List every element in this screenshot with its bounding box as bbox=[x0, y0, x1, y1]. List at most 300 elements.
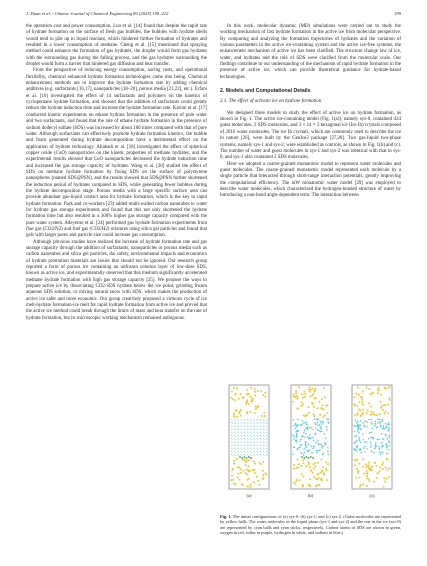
water-molecule bbox=[355, 450, 357, 452]
guest-molecule bbox=[265, 472, 267, 474]
water-molecule bbox=[366, 448, 368, 450]
guest-molecule bbox=[245, 464, 247, 466]
water-molecule bbox=[386, 425, 388, 427]
guest-molecule bbox=[382, 462, 384, 464]
guest-molecule bbox=[237, 476, 239, 478]
guest-molecule bbox=[236, 416, 238, 418]
guest-molecule bbox=[384, 413, 386, 415]
water-molecule bbox=[380, 453, 382, 455]
water-molecule bbox=[306, 447, 308, 449]
water-molecule bbox=[357, 429, 359, 431]
water-molecule bbox=[353, 443, 355, 445]
water-molecule bbox=[316, 422, 318, 424]
water-molecule bbox=[324, 444, 326, 446]
guest-molecule bbox=[324, 461, 326, 463]
water-molecule bbox=[382, 428, 384, 430]
water-molecule bbox=[316, 418, 318, 420]
guest-molecule bbox=[298, 479, 300, 481]
water-molecule bbox=[295, 441, 297, 443]
water-molecule bbox=[389, 442, 391, 444]
sds-molecule bbox=[301, 456, 314, 459]
water-molecule bbox=[305, 427, 307, 429]
water-molecule bbox=[388, 427, 390, 429]
guest-molecule bbox=[316, 478, 318, 480]
water-molecule bbox=[380, 426, 382, 428]
guest-molecule bbox=[262, 470, 264, 472]
water-molecule bbox=[364, 441, 366, 443]
guest-molecule bbox=[368, 478, 370, 480]
guest-molecule bbox=[381, 405, 383, 407]
guest-molecule bbox=[385, 467, 387, 469]
guest-molecule bbox=[388, 476, 390, 478]
guest-molecule bbox=[230, 397, 232, 399]
guest-molecule bbox=[232, 479, 234, 481]
guest-molecule bbox=[313, 390, 315, 392]
water-molecule bbox=[385, 433, 387, 435]
guest-molecule bbox=[314, 465, 316, 467]
guest-molecule bbox=[387, 458, 389, 460]
guest-molecule bbox=[362, 390, 364, 392]
water-molecule bbox=[389, 445, 391, 447]
guest-molecule bbox=[300, 473, 302, 475]
guest-molecule bbox=[252, 469, 254, 471]
water-molecule bbox=[388, 424, 390, 426]
guest-molecule bbox=[362, 409, 364, 411]
left-column bbox=[26, 24, 207, 322]
guest-molecule bbox=[374, 462, 376, 464]
simulation-box-sys-2 bbox=[349, 383, 395, 491]
guest-molecule bbox=[264, 415, 266, 417]
water-molecule bbox=[360, 420, 362, 422]
guest-molecule bbox=[356, 393, 358, 395]
guest-molecule bbox=[292, 401, 294, 403]
water-molecule bbox=[307, 451, 309, 453]
water-molecule bbox=[323, 433, 325, 435]
journal-citation: J. Duan et al. / Chinese Journal of Chemical Engineering 80 (2025) 199–212 bbox=[26, 10, 169, 16]
guest-molecule bbox=[326, 479, 328, 481]
guest-molecule bbox=[356, 405, 358, 407]
guest-molecule bbox=[370, 414, 372, 416]
guest-molecule bbox=[369, 480, 371, 482]
water-molecule bbox=[359, 449, 361, 451]
guest-molecule bbox=[248, 478, 250, 480]
water-molecule bbox=[313, 418, 315, 420]
guest-molecule bbox=[260, 463, 262, 465]
guest-molecule bbox=[313, 406, 315, 408]
water-molecule bbox=[378, 438, 380, 440]
guest-molecule bbox=[302, 475, 304, 477]
guest-molecule bbox=[257, 480, 259, 482]
guest-molecule bbox=[304, 396, 306, 398]
water-molecule bbox=[375, 442, 377, 444]
water-molecule bbox=[359, 440, 361, 442]
guest-molecule bbox=[248, 470, 250, 472]
guest-molecule bbox=[236, 458, 238, 460]
water-molecule bbox=[300, 452, 302, 454]
guest-molecule bbox=[377, 392, 379, 394]
guest-molecule bbox=[362, 459, 364, 461]
water-molecule bbox=[300, 423, 302, 425]
water-molecule bbox=[354, 436, 356, 438]
guest-molecule bbox=[362, 404, 364, 406]
guest-molecule bbox=[231, 475, 233, 477]
guest-molecule bbox=[360, 396, 362, 398]
water-molecule bbox=[357, 420, 359, 422]
guest-molecule bbox=[255, 407, 257, 409]
water-molecule bbox=[301, 436, 303, 438]
guest-molecule bbox=[314, 397, 316, 399]
paragraph: Here we adopted a coarse-grained monatomic model to represent water molecules and guest molecules. The coarse-grained monatomic model represented each molecule by a single particle that interacted through short-range interaction potentials, greatly improving the computational efficiency. The mW monatomic water model [29] was employed to describe water molecules, which characterized the hydrogen-bonded structure of water by introducing a non-bond angle dependent term. The interaction between bbox=[220, 161, 401, 199]
guest-molecule bbox=[314, 388, 316, 390]
water-molecule bbox=[371, 450, 373, 452]
guest-molecule bbox=[388, 467, 390, 469]
guest-molecule bbox=[254, 412, 256, 414]
guest-molecule bbox=[301, 397, 303, 399]
water-molecule bbox=[303, 451, 305, 453]
guest-molecule bbox=[296, 398, 298, 400]
water-molecule bbox=[381, 451, 383, 453]
guest-molecule bbox=[300, 393, 302, 395]
water-molecule bbox=[307, 443, 309, 445]
water-molecule bbox=[316, 440, 318, 442]
water-molecule bbox=[302, 423, 304, 425]
water-molecule bbox=[357, 431, 359, 433]
water-molecule bbox=[384, 428, 386, 430]
guest-molecule bbox=[292, 393, 294, 395]
guest-molecule bbox=[368, 461, 370, 463]
guest-molecule bbox=[366, 412, 368, 414]
guest-molecule bbox=[301, 486, 303, 488]
guest-molecule bbox=[361, 399, 363, 401]
guest-molecule bbox=[302, 462, 304, 464]
guest-molecule bbox=[323, 396, 325, 398]
guest-molecule bbox=[354, 464, 356, 466]
guest-molecule bbox=[310, 402, 312, 404]
guest-molecule bbox=[387, 403, 389, 405]
water-molecule bbox=[301, 420, 303, 422]
water-molecule bbox=[294, 423, 296, 425]
guest-molecule bbox=[326, 412, 328, 414]
water-molecule bbox=[374, 421, 376, 423]
guest-molecule bbox=[321, 470, 323, 472]
water-molecule bbox=[364, 420, 366, 422]
simulation-box-sys-1 bbox=[288, 383, 334, 491]
guest-molecule bbox=[319, 479, 321, 481]
water-molecule bbox=[319, 426, 321, 428]
water-molecule bbox=[358, 437, 360, 439]
section-title: 2. Models and Computational Details bbox=[220, 88, 311, 95]
water-molecule bbox=[312, 448, 314, 450]
guest-molecule bbox=[363, 473, 365, 475]
guest-molecule bbox=[311, 388, 313, 390]
water-molecule bbox=[304, 422, 306, 424]
ice-lattice bbox=[231, 419, 268, 456]
guest-molecule bbox=[322, 409, 324, 411]
water-molecule bbox=[357, 426, 359, 428]
guest-molecule bbox=[366, 387, 368, 389]
guest-molecule bbox=[372, 392, 374, 394]
water-molecule bbox=[370, 444, 372, 446]
page-number: 199 bbox=[394, 10, 401, 16]
water-molecule bbox=[293, 436, 295, 438]
water-molecule bbox=[310, 446, 312, 448]
guest-molecule bbox=[371, 413, 373, 415]
water-molecule bbox=[294, 427, 296, 429]
water-molecule bbox=[363, 439, 365, 441]
guest-molecule bbox=[264, 392, 266, 394]
water-molecule bbox=[321, 447, 323, 449]
water-molecule bbox=[300, 439, 302, 441]
water-molecule bbox=[320, 443, 322, 445]
guest-molecule bbox=[312, 463, 314, 465]
water-molecule bbox=[380, 424, 382, 426]
paragraph: We designed three models to study the effect of active ice on hydrate formation, as shown in Fig. 1. The active ice-containing model (Fig. 1(a)), namely sys-0, contained 424 guest molecules, 2 SDS molecules, and 3 × 14 × 3 hexagonal ice (Ice Ih) crystals composed of 2016 water molecules. The ice Ih crystals, which are commonly used to describe the ice in nature [26], were built by the GenIce2 package [27,28]. Two gas-liquid two-phase systems, namely sys-1 and sys-2, were established as controls, as shown in Fig. 1(b) and (c). The number of water and guest molecules in sys-1 and sys-2 was identical with that in sys-0, and sys-1 also contained 2 SDS molecules. bbox=[220, 110, 401, 161]
guest-molecule bbox=[262, 394, 264, 396]
guest-molecule bbox=[371, 466, 373, 468]
guest-molecule bbox=[262, 474, 264, 476]
guest-molecule bbox=[308, 466, 310, 468]
guest-molecule bbox=[319, 414, 321, 416]
guest-molecule bbox=[373, 481, 375, 483]
guest-molecule bbox=[383, 404, 385, 406]
guest-molecule bbox=[309, 478, 311, 480]
water-molecule bbox=[363, 425, 365, 427]
guest-molecule bbox=[375, 465, 377, 467]
guest-molecule bbox=[380, 407, 382, 409]
guest-molecule bbox=[231, 391, 233, 393]
guest-molecule bbox=[258, 484, 260, 486]
running-header bbox=[26, 9, 401, 17]
guest-molecule bbox=[240, 468, 242, 470]
guest-molecule bbox=[385, 404, 387, 406]
water-molecule bbox=[373, 452, 375, 454]
guest-molecule bbox=[246, 412, 248, 414]
guest-molecule bbox=[264, 396, 266, 398]
guest-molecule bbox=[367, 410, 369, 412]
guest-molecule bbox=[319, 472, 321, 474]
water-molecule bbox=[355, 425, 357, 427]
panel-label: (c) bbox=[369, 493, 375, 498]
guest-molecule bbox=[361, 401, 363, 403]
guest-molecule bbox=[312, 476, 314, 478]
guest-molecule bbox=[322, 472, 324, 474]
guest-molecule bbox=[322, 416, 324, 418]
guest-molecule bbox=[236, 387, 238, 389]
guest-molecule bbox=[354, 414, 356, 416]
water-molecule bbox=[303, 432, 305, 434]
guest-molecule bbox=[242, 397, 244, 399]
water-molecule bbox=[292, 453, 294, 455]
water-molecule bbox=[385, 435, 387, 437]
water-molecule bbox=[382, 419, 384, 421]
guest-molecule bbox=[366, 473, 368, 475]
water-molecule bbox=[300, 444, 302, 446]
water-molecule bbox=[315, 432, 317, 434]
paragraph: the operation cost and power consumption. Luo et al. [14] found that despite the rapid rate of hydrate formation on the surface of fresh gas bubbles, the bubbles with hydrate shells would tend to pile up in liquid reactant, which hindered further formation of hydrates and resulted in a lower consumption of methane. Cheng et al. [15] mentioned that spraying method could enhance the formation of gas hydrates, the droplet would form gas hydrates with the surrounding gas during the falling process, and the gas hydrates surrounding the droplet would form a barrier that hindered gas diffusion and heat transfer. bbox=[26, 24, 207, 68]
guest-molecule bbox=[372, 411, 374, 413]
water-molecule bbox=[322, 445, 324, 447]
guest-molecule bbox=[254, 394, 256, 396]
guest-molecule bbox=[307, 389, 309, 391]
water-molecule bbox=[362, 433, 364, 435]
water-molecule bbox=[356, 446, 358, 448]
guest-molecule bbox=[370, 411, 372, 413]
water-molecule bbox=[316, 425, 318, 427]
guest-molecule bbox=[383, 477, 385, 479]
water-molecule bbox=[304, 444, 306, 446]
guest-molecule bbox=[353, 403, 355, 405]
guest-molecule bbox=[307, 463, 309, 465]
guest-molecule bbox=[257, 390, 259, 392]
water-molecule bbox=[366, 426, 368, 428]
water-molecule bbox=[312, 429, 314, 431]
water-molecule bbox=[366, 421, 368, 423]
guest-molecule bbox=[248, 459, 250, 461]
water-molecule bbox=[353, 425, 355, 427]
guest-molecule bbox=[254, 391, 256, 393]
water-molecule bbox=[326, 447, 328, 449]
guest-molecule bbox=[354, 459, 356, 461]
figure-panel-c bbox=[349, 383, 395, 498]
guest-molecule bbox=[366, 485, 368, 487]
guest-molecule bbox=[256, 476, 258, 478]
guest-molecule bbox=[302, 459, 304, 461]
water-molecule bbox=[306, 436, 308, 438]
guest-molecule bbox=[366, 470, 368, 472]
guest-molecule bbox=[238, 411, 240, 413]
water-molecule bbox=[326, 429, 328, 431]
guest-molecule bbox=[296, 458, 298, 460]
guest-molecule bbox=[233, 387, 235, 389]
guest-molecule bbox=[388, 397, 390, 399]
guest-molecule bbox=[357, 470, 359, 472]
water-molecule bbox=[327, 421, 329, 423]
water-molecule bbox=[292, 425, 294, 427]
water-molecule bbox=[369, 432, 371, 434]
guest-molecule bbox=[233, 416, 235, 418]
water-molecule bbox=[360, 428, 362, 430]
guest-molecule bbox=[292, 468, 294, 470]
guest-molecule bbox=[233, 460, 235, 462]
guest-molecule bbox=[300, 465, 302, 467]
guest-molecule bbox=[320, 398, 322, 400]
guest-molecule bbox=[292, 464, 294, 466]
water-molecule bbox=[319, 431, 321, 433]
guest-molecule bbox=[389, 399, 391, 401]
water-molecule bbox=[304, 437, 306, 439]
guest-molecule bbox=[305, 414, 307, 416]
guest-molecule bbox=[370, 393, 372, 395]
guest-molecule bbox=[322, 387, 324, 389]
guest-molecule bbox=[262, 478, 264, 480]
guest-molecule bbox=[323, 414, 325, 416]
guest-molecule bbox=[237, 467, 239, 469]
guest-molecule bbox=[379, 413, 381, 415]
caption-text: The initial configurations of (a) sys-0; (b) sys-1; and (c) sys-2. (Guest molecules are represented by yellow balls. The water molecules in the liquid phase (sys-1 and sys-2) and the one in the ice (sys-0) are represented by cyan balls and cyan sticks, respectively. Carbon atoms of SDS are shown in green, oxygen in red, sulfur in purple, hydrogen in white, and sodium in blue.) bbox=[220, 514, 402, 536]
water-molecule bbox=[375, 423, 377, 425]
guest-molecule bbox=[240, 415, 242, 417]
water-molecule bbox=[374, 425, 376, 427]
guest-molecule bbox=[382, 409, 384, 411]
guest-molecule bbox=[316, 462, 318, 464]
guest-molecule bbox=[386, 469, 388, 471]
water-molecule bbox=[366, 441, 368, 443]
guest-molecule bbox=[359, 486, 361, 488]
guest-molecule bbox=[361, 413, 363, 415]
water-molecule bbox=[303, 448, 305, 450]
water-molecule bbox=[299, 447, 301, 449]
guest-molecule bbox=[254, 472, 256, 474]
guest-molecule bbox=[312, 468, 314, 470]
guest-molecule bbox=[324, 468, 326, 470]
water-molecule bbox=[385, 427, 387, 429]
water-molecule bbox=[317, 450, 319, 452]
water-molecule bbox=[312, 437, 314, 439]
guest-molecule bbox=[295, 390, 297, 392]
water-molecule bbox=[371, 437, 373, 439]
water-molecule bbox=[387, 430, 389, 432]
guest-molecule bbox=[250, 387, 252, 389]
guest-molecule bbox=[309, 485, 311, 487]
water-molecule bbox=[387, 453, 389, 455]
guest-molecule bbox=[246, 469, 248, 471]
guest-molecule bbox=[379, 470, 381, 472]
water-molecule bbox=[379, 419, 381, 421]
guest-molecule bbox=[295, 480, 297, 482]
guest-molecule bbox=[370, 468, 372, 470]
guest-molecule bbox=[356, 468, 358, 470]
guest-molecule bbox=[300, 405, 302, 407]
guest-molecule bbox=[301, 404, 303, 406]
water-molecule bbox=[309, 437, 311, 439]
guest-molecule bbox=[247, 393, 249, 395]
guest-molecule bbox=[240, 409, 242, 411]
guest-molecule bbox=[384, 411, 386, 413]
guest-molecule bbox=[251, 400, 253, 402]
water-molecule bbox=[323, 442, 325, 444]
guest-molecule bbox=[298, 463, 300, 465]
water-molecule bbox=[388, 449, 390, 451]
guest-molecule bbox=[250, 396, 252, 398]
guest-molecule bbox=[244, 472, 246, 474]
panel-label: (a) bbox=[246, 493, 252, 498]
water-molecule bbox=[377, 422, 379, 424]
guest-molecule bbox=[244, 459, 246, 461]
water-molecule bbox=[356, 440, 358, 442]
water-molecule bbox=[318, 424, 320, 426]
water-molecule bbox=[320, 423, 322, 425]
water-molecule bbox=[383, 425, 385, 427]
water-molecule bbox=[371, 422, 373, 424]
water-molecule bbox=[302, 454, 304, 456]
panel-label: (b) bbox=[307, 493, 314, 498]
water-molecule bbox=[371, 419, 373, 421]
guest-molecule bbox=[327, 463, 329, 465]
guest-molecule bbox=[240, 472, 242, 474]
guest-molecule bbox=[323, 474, 325, 476]
figure-panel-b bbox=[288, 383, 334, 498]
water-molecule bbox=[318, 444, 320, 446]
water-molecule bbox=[303, 430, 305, 432]
guest-molecule bbox=[247, 486, 249, 488]
guest-molecule bbox=[250, 486, 252, 488]
water-molecule bbox=[321, 421, 323, 423]
guest-molecule bbox=[249, 483, 251, 485]
simulation-box-sys-0 bbox=[226, 383, 272, 491]
water-molecule bbox=[308, 427, 310, 429]
water-molecule bbox=[297, 448, 299, 450]
guest-molecule bbox=[309, 469, 311, 471]
